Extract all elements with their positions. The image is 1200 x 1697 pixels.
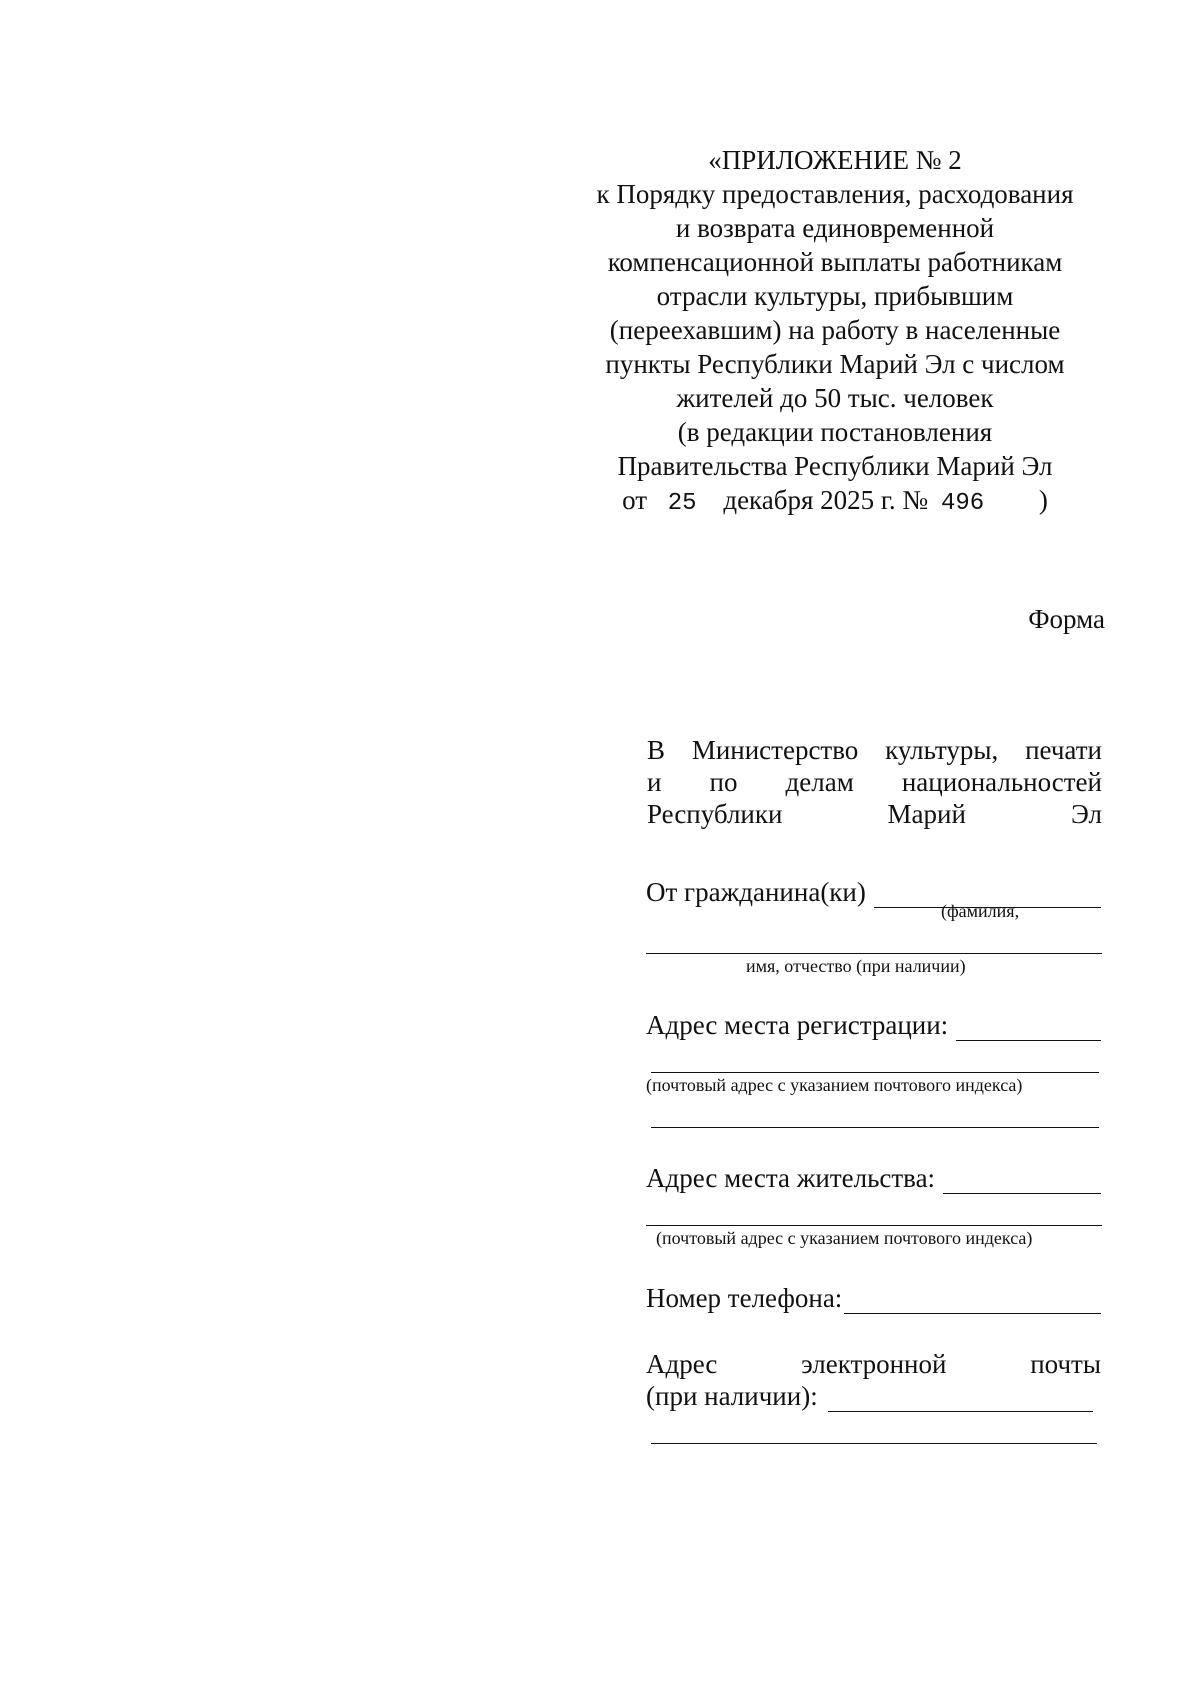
addressee-line-1 (647, 734, 1102, 766)
citizen-hint-name: имя, отчество (при наличии) (746, 956, 966, 976)
addressee-line-2 (647, 766, 1102, 798)
date-day: 25 (667, 490, 697, 517)
email-word: Адрес (646, 1349, 718, 1379)
addressee-word: В (647, 735, 666, 765)
registration-address-blank[interactable] (956, 1014, 1101, 1041)
email-word: почты (1030, 1349, 1101, 1379)
citizen-label: От гражданина(ки) (646, 877, 866, 907)
addressee-word: Министерство (691, 735, 859, 765)
email-label: (при наличии): (646, 1381, 818, 1411)
residence-address-hint: (почтовый адрес с указанием почтового индекса) (656, 1228, 1033, 1248)
registration-address-blank-2[interactable] (651, 1072, 1099, 1073)
form-label: Форма (1028, 604, 1105, 634)
residence-address-blank-2[interactable] (646, 1225, 1102, 1226)
addressee-word: делам (785, 767, 854, 797)
header-line: (в редакции постановления (677, 417, 993, 447)
registration-address-hint: (почтовый адрес с указанием почтового индекса) (646, 1075, 1023, 1095)
citizen-field (646, 877, 1101, 908)
decree-number: 496 (940, 490, 985, 517)
header-line: пункты Республики Марий Эл с числом (605, 349, 1065, 379)
email-word: электронной (801, 1349, 947, 1379)
addressee-word: культуры, (885, 735, 999, 765)
registration-address-label: Адрес места регистрации: (646, 1010, 949, 1040)
header-line: жителей до 50 тыс. человек (676, 383, 994, 413)
header-line: и возврата единовременной (675, 213, 995, 243)
date-rest: декабря 2025 г. № (723, 485, 929, 515)
header-line: «ПРИЛОЖЕНИЕ № 2 (708, 145, 962, 175)
addressee-word: Эл (1071, 799, 1102, 829)
email-label-line-1 (646, 1349, 1101, 1380)
close-paren: ) (1038, 485, 1048, 515)
addressee-block (647, 734, 1102, 830)
phone-field (646, 1283, 1101, 1314)
addressee-word: и (647, 767, 662, 797)
email-blank-2[interactable] (651, 1443, 1097, 1444)
registration-address-blank-3[interactable] (651, 1127, 1099, 1128)
email-blank[interactable] (828, 1385, 1093, 1412)
citizen-name-blank-2[interactable] (646, 953, 1102, 954)
addressee-word: Марий (887, 799, 966, 829)
residence-address-field (646, 1163, 1101, 1194)
addressee-word: по (709, 767, 738, 797)
date-prefix: от (622, 485, 648, 515)
header-line: отрасли культуры, прибывшим (656, 281, 1014, 311)
header-line: компенсационной выплаты работникам (607, 247, 1063, 277)
addressee-word: национальностей (901, 767, 1102, 797)
citizen-hint-surname: (фамилия, (941, 901, 1020, 921)
addressee-word: Республики (647, 799, 783, 829)
residence-address-label: Адрес места жительства: (646, 1163, 936, 1193)
email-field (646, 1381, 1093, 1412)
header-line: к Порядку предоставления, расходования (596, 179, 1074, 209)
appendix-header (570, 143, 1100, 521)
addressee-line-3 (647, 798, 1102, 830)
phone-label: Номер телефона: (646, 1283, 843, 1313)
residence-address-blank[interactable] (943, 1167, 1101, 1194)
header-line: Правительства Республики Марий Эл (617, 451, 1053, 481)
header-line: (переехавшим) на работу в населенные (609, 315, 1061, 345)
registration-address-field (646, 1010, 1101, 1041)
addressee-word: печати (1025, 735, 1102, 765)
header-date-line (570, 483, 1100, 521)
phone-blank[interactable] (844, 1287, 1101, 1314)
